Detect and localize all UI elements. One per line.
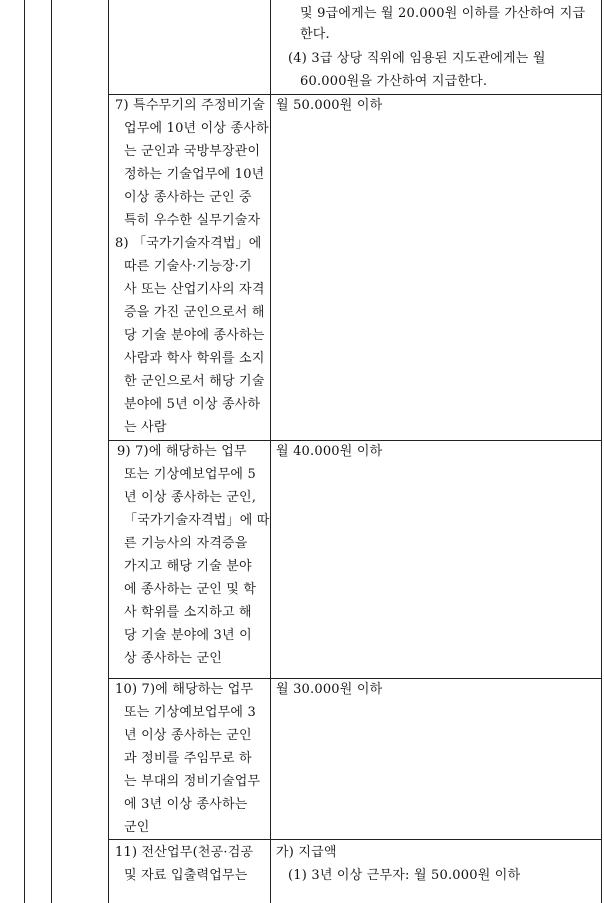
outer-left-border (24, 0, 25, 903)
cell-text-line: 업무에 10년 이상 종사하 (124, 121, 269, 136)
cell-text-line: 「국가기술자격법」에 따 (124, 513, 270, 528)
cell-text-line: 에 3년 이상 종사하는 (124, 797, 248, 812)
cell-text-line: 년 이상 종사하는 군인, (124, 490, 257, 505)
cell-text-line: 분야에 5년 이상 종사하 (124, 397, 261, 412)
cell-text-line: 년 이상 종사하는 군인 (124, 728, 252, 743)
cell-text-line: 및 9급에게는 월 20.000원 이하를 가산하여 지급 (300, 6, 586, 21)
cell-text-line: 증을 가진 군인으로서 해 (124, 305, 265, 320)
cell-text-line: 상 종사하는 군인 (124, 651, 222, 666)
cell-text-line: 및 자료 입출력업무는 (124, 868, 248, 883)
cell-text-line: 한다. (300, 27, 330, 42)
column-divider-1 (108, 0, 109, 903)
cell-text-line: 당 기술 분야에 종사하는 (124, 328, 265, 343)
amount-text: 월 30.000원 이하 (276, 682, 383, 697)
inner-left-border (51, 0, 52, 903)
cell-text-line: 사 또는 산업기사의 자격 (124, 282, 265, 297)
cell-text-line: 사 학위를 소지하고 해 (124, 605, 252, 620)
cell-text-line: 따른 기술사·기능장·기 (124, 259, 252, 274)
column-divider-2 (270, 0, 271, 903)
cell-text-line: 8) 「국가기술자격법」에 (115, 236, 262, 251)
cell-text-line: 에 종사하는 군인 및 학 (124, 582, 257, 597)
cell-text-line: 특히 우수한 실무기술자 (124, 213, 261, 228)
outer-right-border (601, 0, 602, 903)
row-divider (108, 839, 602, 840)
cell-text-line: 정하는 기술업무에 10년 (124, 167, 265, 182)
cell-text-line: 한 군인으로서 해당 기술 (124, 374, 265, 389)
cell-text-line: 9) 7)에 해당하는 업무 (117, 444, 247, 459)
cell-text-line: 당 기술 분야에 3년 이 (124, 628, 252, 643)
cell-text-line: 또는 기상예보업무에 5 (124, 467, 256, 482)
cell-text-line: 60.000원을 가산하여 지급한다. (300, 74, 488, 89)
amount-heading: 가) 지급액 (276, 845, 337, 860)
cell-text-line: 는 부대의 정비기술업무 (124, 774, 261, 789)
cell-text-line: (4) 3급 상당 직위에 임용된 지도관에게는 월 (288, 51, 546, 66)
cell-text-line: 과 정비를 주임무로 하 (124, 751, 252, 766)
cell-text-line: 군인 (124, 820, 150, 835)
amount-item: (1) 3년 이상 근무자: 월 50.000원 이하 (288, 868, 521, 883)
cell-text-line: 른 기능사의 자격증을 (124, 536, 248, 551)
amount-text: 월 50.000원 이하 (276, 98, 383, 113)
cell-text-line: 는 사람 (124, 420, 167, 435)
cell-text-line: 7) 특수무기의 주정비기술 (115, 98, 265, 113)
cell-text-line: 는 군인과 국방부장관이 (124, 144, 261, 159)
cell-text-line: 10) 7)에 해당하는 업무 (115, 682, 254, 697)
cell-text-line: 또는 기상예보업무에 3 (124, 705, 256, 720)
cell-text-line: 11) 전산업무(천공·검공 (115, 845, 254, 860)
amount-text: 월 40.000원 이하 (276, 444, 383, 459)
cell-text-line: 사람과 학사 학위를 소지 (124, 351, 265, 366)
cell-text-line: 가지고 해당 기술 분야 (124, 559, 252, 574)
cell-text-line: 이상 종사하는 군인 중 (124, 190, 252, 205)
